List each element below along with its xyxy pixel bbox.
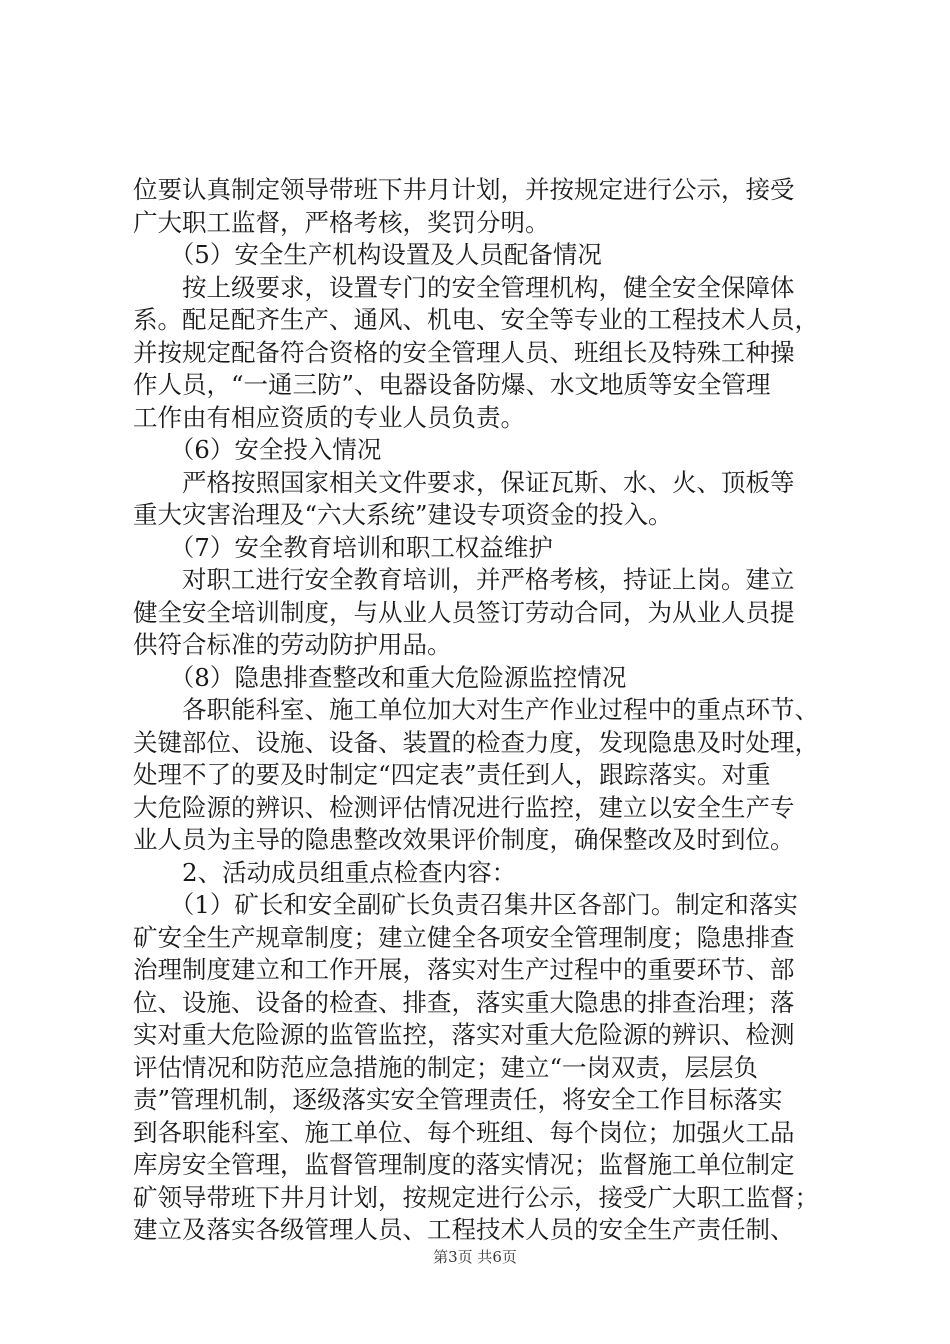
text-line: 工作由有相应资质的专业人员负责。 bbox=[133, 402, 525, 432]
text-line: 治理制度建立和工作开展，落实对生产过程中的重要环节、部 bbox=[133, 955, 795, 984]
text-line: 广大职工监督，严格考核，奖罚分明。 bbox=[133, 207, 550, 237]
text-line: 库房安全管理，监督管理制度的落实情况；监督施工单位制定 bbox=[133, 1150, 795, 1179]
section-heading: （7）安全教育培训和职工权益维护 bbox=[133, 532, 553, 562]
text-line: 业人员为主导的隐患整改效果评价制度，确保整改及时到位。 bbox=[133, 825, 795, 854]
text-line: 矿安全生产规章制度；建立健全各项安全管理制度；隐患排查 bbox=[133, 922, 795, 952]
text-line: 大危险源的辨识、检测评估情况进行监控，建立以安全生产专 bbox=[133, 792, 795, 822]
text-line: 位要认真制定领导带班下井月计划，并按规定进行公示，接受 bbox=[133, 175, 795, 204]
text-line: 重大灾害治理及“六大系统”建设专项资金的投入。 bbox=[133, 500, 673, 529]
text-line: 处理不了的要及时制定“四定表”责任到人，跟踪落实。对重 bbox=[133, 760, 771, 789]
text-line: 评估情况和防范应急措施的制定；建立“一岗双责，层层负 bbox=[133, 1052, 759, 1082]
text-line: 位、设施、设备的检查、排查，落实重大隐患的排查治理；落 bbox=[133, 987, 795, 1017]
text-line: 供符合标准的劳动防护用品。 bbox=[133, 630, 452, 659]
text-line: 作人员，“一通三防”、电器设备防爆、水文地质等安全管理 bbox=[133, 370, 771, 399]
text-line: 各职能科室、施工单位加大对生产作业过程中的重点环节、 bbox=[133, 695, 819, 724]
text-line: （1）矿长和安全副矿长负责召集井区各部门。制定和落实 bbox=[133, 890, 798, 919]
text-line: 到各职能科室、施工单位、每个班组、每个岗位；加强火工品 bbox=[133, 1117, 795, 1147]
text-line: 建立及落实各级管理人员、工程技术人员的安全生产责任制、 bbox=[133, 1215, 795, 1244]
text-line: 对职工进行安全教育培训，并严格考核，持证上岗。建立 bbox=[133, 565, 795, 594]
section-heading: （6）安全投入情况 bbox=[133, 435, 382, 464]
text-line: 实对重大危险源的监管监控，落实对重大危险源的辨识、检测 bbox=[133, 1020, 795, 1049]
text-line: 矿领导带班下井月计划，按规定进行公示，接受广大职工监督； bbox=[133, 1182, 819, 1212]
text-line: 健全安全培训制度，与从业人员签订劳动合同，为从业人员提 bbox=[133, 597, 795, 627]
text-line: 关键部位、设施、设备、装置的检查力度，发现隐患及时处理， bbox=[133, 727, 819, 757]
text-line: 按上级要求，设置专门的安全管理机构，健全安全保障体 bbox=[133, 272, 795, 302]
text-line: 系。配足配齐生产、通风、机电、安全等专业的工程技术人员， bbox=[133, 305, 819, 334]
document-body bbox=[133, 174, 823, 1247]
page-number-footer: 第3页 共6页 bbox=[433, 1248, 517, 1266]
text-line: 严格按照国家相关文件要求，保证瓦斯、水、火、顶板等 bbox=[133, 467, 795, 497]
text-line: 并按规定配备符合资格的安全管理人员、班组长及特殊工种操 bbox=[133, 337, 795, 367]
section-heading: （8）隐患排查整改和重大危险源监控情况 bbox=[133, 662, 627, 692]
section-heading: 2、活动成员组重点检查内容： bbox=[133, 857, 517, 887]
text-line: 责”管理机制，逐级落实安全管理责任，将安全工作目标落实 bbox=[133, 1085, 783, 1114]
section-heading: （5）安全生产机构设置及人员配备情况 bbox=[133, 240, 602, 269]
